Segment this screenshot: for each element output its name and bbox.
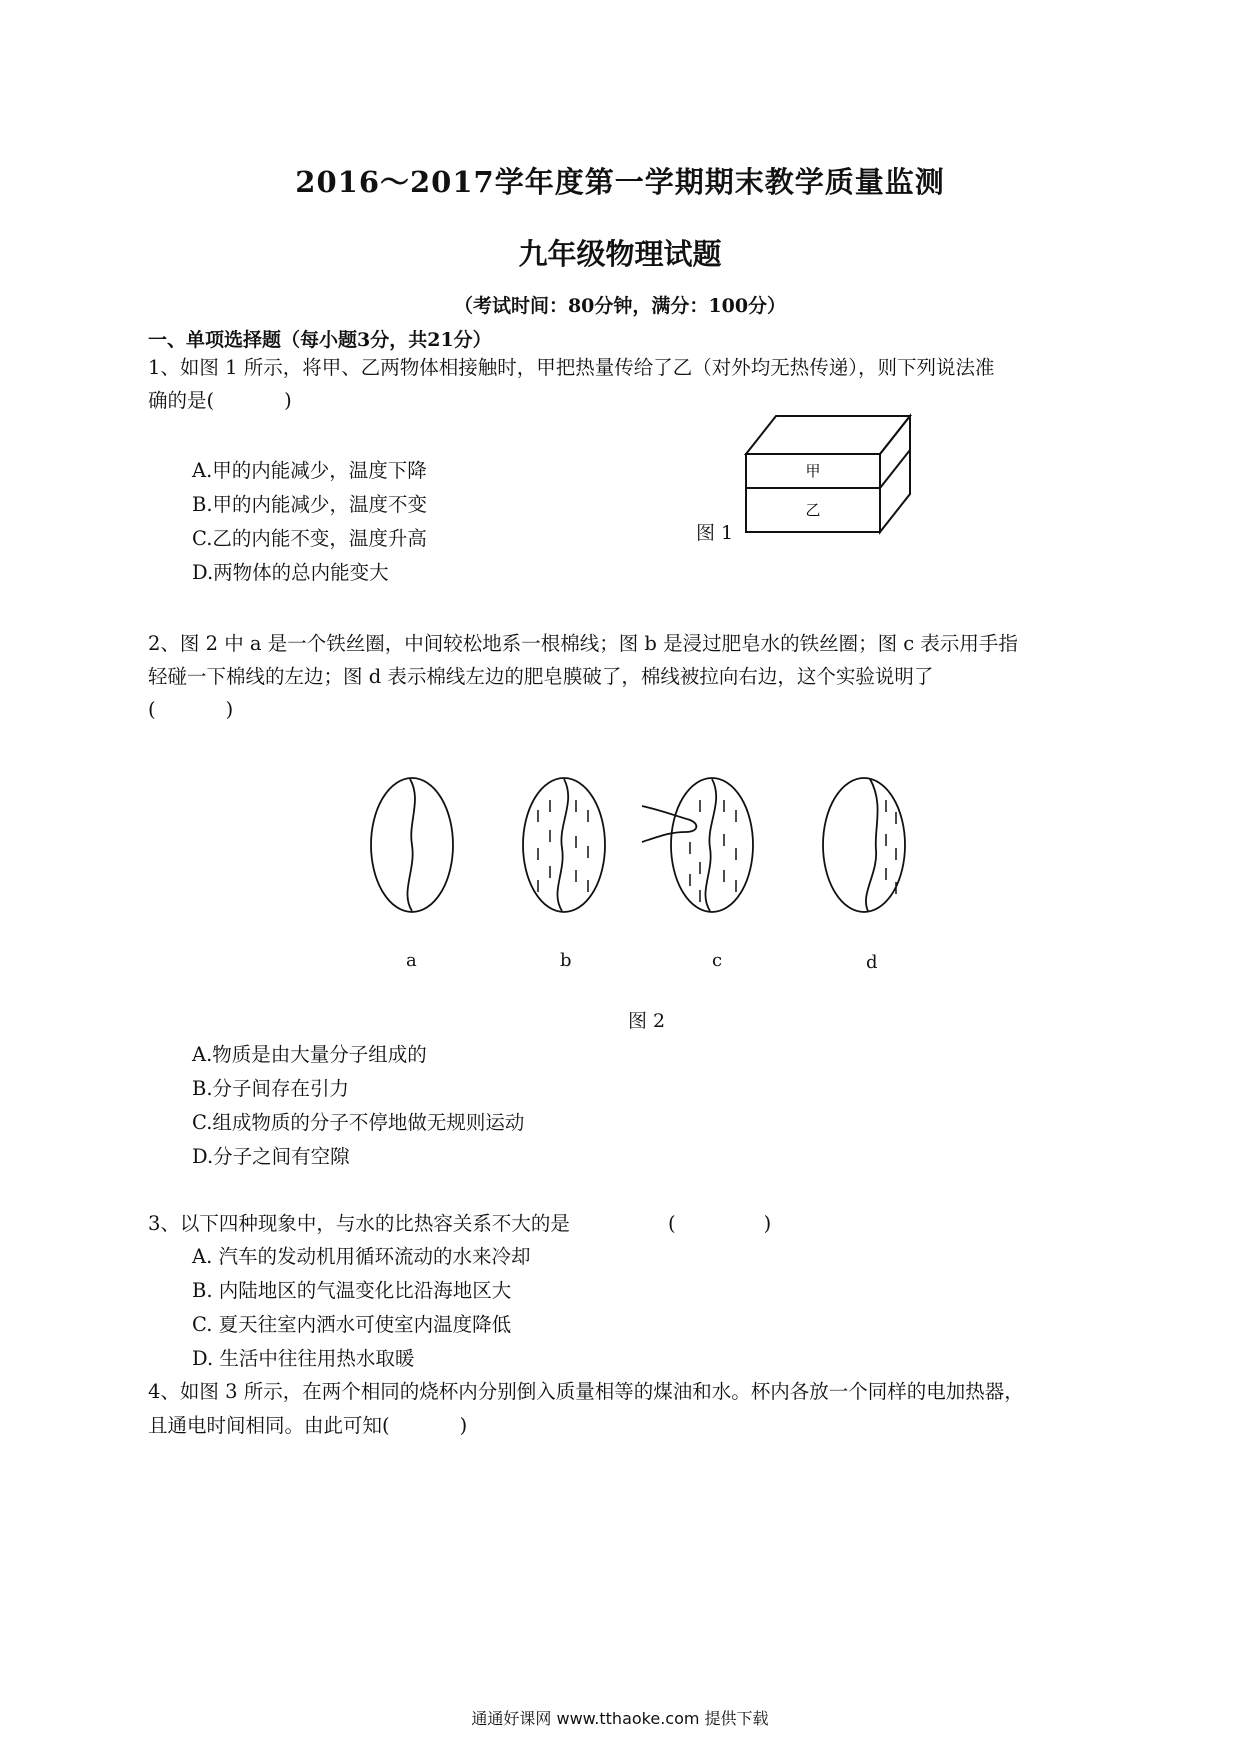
q2-option-d: D.分子之间有空隙 xyxy=(192,1145,350,1168)
question-4-suffix: ) xyxy=(459,1414,468,1437)
question-2-line-1: 2、图 2 中 a 是一个铁丝圈，中间较松地系一根棉线；图 b 是浸过肥皂水的铁丝圈；图 c 表示用手指 xyxy=(148,632,1018,655)
figure-2-loops xyxy=(360,770,920,920)
q1-option-b: B.甲的内能减少，温度不变 xyxy=(192,493,428,516)
question-2-prefix: ( xyxy=(148,698,156,721)
loop-c xyxy=(642,778,753,912)
question-2-line-2: 轻碰一下棉线的左边；图 d 表示棉线左边的肥皂膜破了，棉线被拉向右边，这个实验说明了 xyxy=(148,665,934,688)
q3-option-c: C. 夏天往室内洒水可使室内温度降低 xyxy=(192,1313,512,1336)
q1-option-d: D.两物体的总内能变大 xyxy=(192,561,389,584)
loop-label-c: c xyxy=(712,950,723,971)
block-label-yi: 乙 xyxy=(805,501,821,519)
loop-d xyxy=(823,778,905,912)
loop-a xyxy=(371,778,453,912)
question-2-line-3 xyxy=(148,694,1088,726)
q3-option-a: A. 汽车的发动机用循环流动的水来冷却 xyxy=(192,1245,531,1268)
loop-label-a: a xyxy=(406,950,417,971)
block-side-face xyxy=(880,416,910,532)
q1-option-c: C.乙的内能不变，温度升高 xyxy=(192,527,427,550)
block-divider-side xyxy=(880,450,910,488)
question-4-line-2 xyxy=(148,1410,1088,1442)
section-title: 一、单项选择题（每小题3分，共21分） xyxy=(148,329,492,351)
question-3-text: 3、以下四种现象中，与水的比热容关系不大的是 xyxy=(148,1212,570,1235)
question-3-bracket-close: ) xyxy=(763,1212,772,1235)
q2-option-a: A.物质是由大量分子组成的 xyxy=(192,1043,427,1066)
figure-1-blocks xyxy=(740,408,920,538)
exam-subject: 九年级物理试题 xyxy=(518,237,722,271)
figure-2-label: 图 2 xyxy=(628,1010,666,1032)
figure-1-label: 图 1 xyxy=(696,522,734,544)
block-label-jia: 甲 xyxy=(805,462,821,480)
question-4-prefix: 且通电时间相同。由此可知( xyxy=(148,1414,390,1437)
q1-option-a: A.甲的内能减少，温度下降 xyxy=(192,459,427,482)
loop-label-b: b xyxy=(560,950,572,971)
download-footer: 通通好课网 www.tthaoke.com 提供下载 xyxy=(471,1709,769,1728)
q2-option-b: B.分子间存在引力 xyxy=(192,1077,350,1100)
question-3-line-1 xyxy=(148,1208,1088,1240)
exam-info: （考试时间：80分钟，满分：100分） xyxy=(453,295,787,317)
exam-title: 2016～2017学年度第一学期期末教学质量监测 xyxy=(295,165,945,199)
question-1-prefix: 确的是( xyxy=(148,389,215,412)
loop-label-d: d xyxy=(866,952,878,973)
question-3-bracket-open: ( xyxy=(668,1212,676,1235)
question-4-line-1: 4、如图 3 所示，在两个相同的烧杯内分别倒入质量相等的煤油和水。杯内各放一个同样的电加热器， xyxy=(148,1380,1024,1403)
q2-option-c: C.组成物质的分子不停地做无规则运动 xyxy=(192,1111,525,1134)
loop-b xyxy=(523,778,605,912)
question-2-suffix: ) xyxy=(225,698,234,721)
question-1-line-2 xyxy=(148,385,1088,417)
q3-option-b: B. 内陆地区的气温变化比沿海地区大 xyxy=(192,1279,512,1302)
question-3-bracket xyxy=(668,1208,788,1240)
question-1-suffix: ) xyxy=(284,389,292,412)
q3-option-d: D. 生活中往往用热水取暖 xyxy=(192,1347,415,1370)
question-1-line-1: 1、如图 1 所示，将甲、乙两物体相接触时，甲把热量传给了乙（对外均无热传递），则下列说法准 xyxy=(148,356,995,379)
